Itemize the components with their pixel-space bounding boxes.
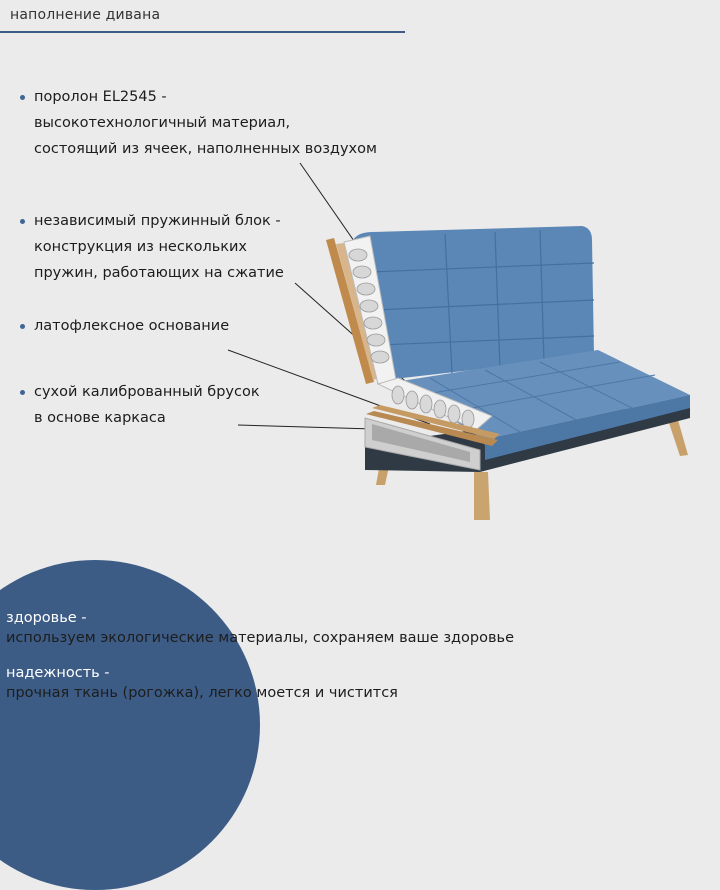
feature-line: сухой калиброванный брусок xyxy=(34,384,260,400)
feature-line: конструкция из нескольких xyxy=(34,239,248,255)
leg-front xyxy=(474,472,490,520)
feature-line: высокотехнологичный материал, xyxy=(34,115,291,131)
feature-line: состоящий из ячеек, наполненных воздухом xyxy=(34,141,377,157)
feature-line: пружин, работающих на сжатие xyxy=(34,265,284,281)
benefit-title-reliability: надежность - xyxy=(6,665,110,681)
feature-line: поролон EL2545 - xyxy=(34,89,167,105)
page-title: наполнение дивана xyxy=(10,7,161,23)
benefit-text-reliability: прочная ткань (рогожка), легко моется и чистится xyxy=(6,685,398,701)
feature-line: в основе каркаса xyxy=(34,410,166,426)
leg-right xyxy=(668,420,688,456)
benefit-title-health: здоровье - xyxy=(6,610,87,626)
benefit-text-health: используем экологические материалы, сохраняем ваше здоровье xyxy=(6,630,515,646)
feature-line: независимый пружинный блок - xyxy=(34,213,281,229)
feature-line: латофлексное основание xyxy=(34,318,230,334)
